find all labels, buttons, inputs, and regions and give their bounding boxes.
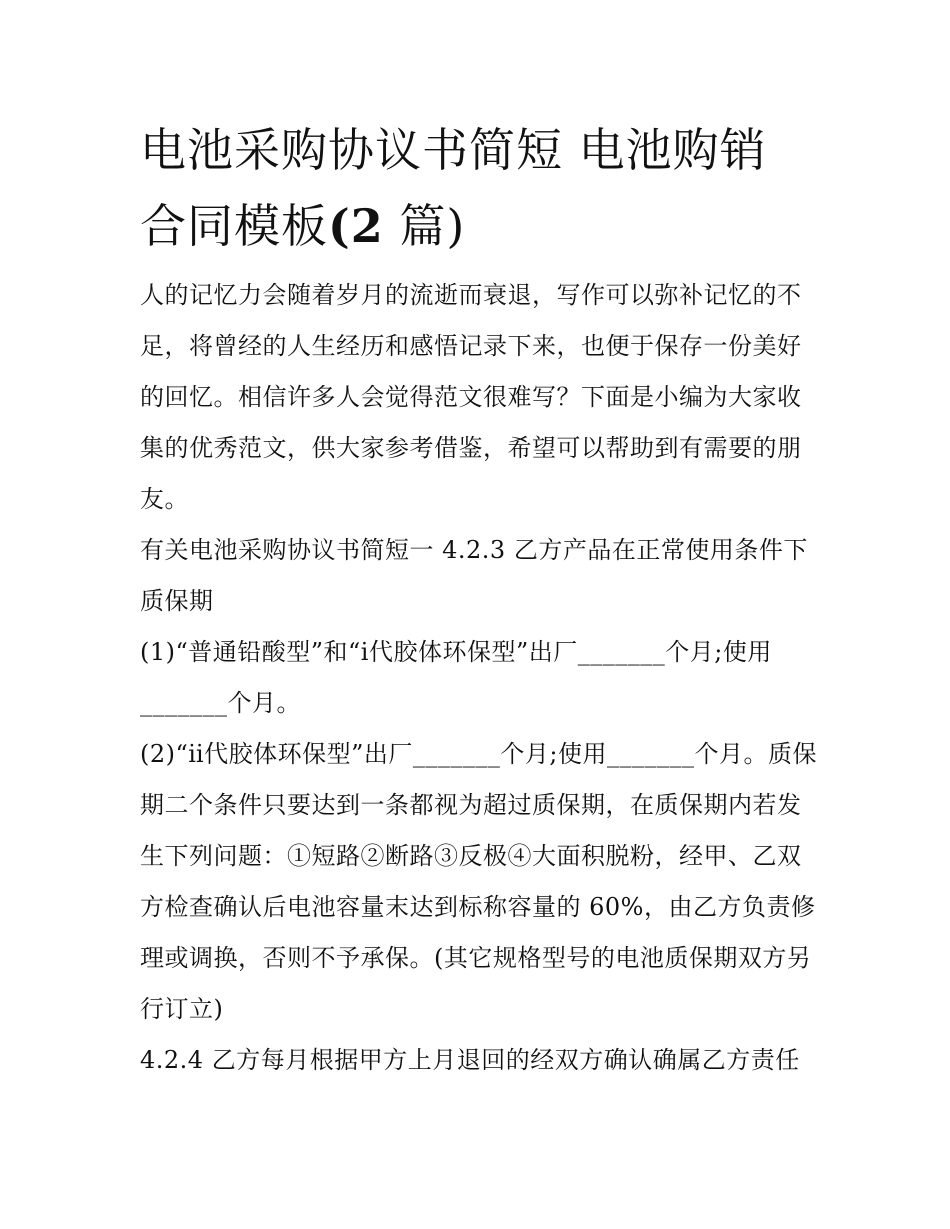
clause-2-paragraph: (2)“ⅱ代胶体环保型”出厂_______个月;使用_______个月。质保期二个条件只要达到一条都视为超过质保期，在质保期内若发生下列问题：①短路②断路③反极④大面积脱粉，经甲、乙双方检查确认后电池容量末达到标称容量的 60%，由乙方负责修理或调换，否则不予承保。(其它规格型号的电池质保期双方另行订立) [140, 740, 817, 1023]
section-heading-paragraph: 有关电池采购协议书简短一 4.2.3 乙方产品在正常使用条件下质保期 [140, 536, 808, 615]
title-line-2-part-3: 篇) [383, 199, 466, 253]
title-line-1: 电池采购协议书简短 电池购销 [140, 123, 767, 177]
clause-1-paragraph: (1)“普通铅酸型”和“ⅰ代胶体环保型”出厂_______个月;使用_______个月。 [140, 638, 772, 717]
title-line-2-part-2: (2 [328, 199, 384, 253]
document-page [140, 112, 820, 1086]
intro-paragraph: 人的记忆力会随着岁月的流逝而衰退，写作可以弥补记忆的不足，将曾经的人生经历和感悟记录下来，也便于保存一份美好的回忆。相信许多人会觉得范文很难写？下面是小编为大家收集的优秀范文，供大家参考借鉴，希望可以帮助到有需要的朋友。 [140, 281, 802, 513]
clause-424-paragraph: 4.2.4 乙方每月根据甲方上月退回的经双方确认确属乙方责任 [140, 1046, 800, 1074]
document-title [140, 112, 820, 264]
title-line-2-part-1: 合同模板 [140, 199, 328, 253]
